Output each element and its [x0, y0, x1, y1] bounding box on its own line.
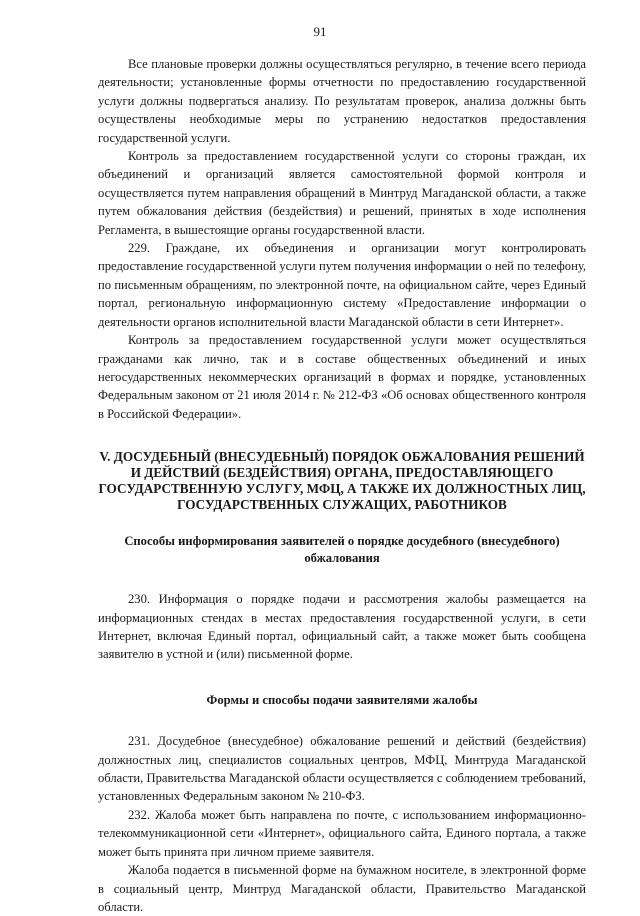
paragraph-inspections: Все плановые проверки должны осуществляться регулярно, в течение всего периода деятельности; установленные формы отчетности по предоставлению государственной услуги должны подвергаться анализу. По результатам проверок, анализа должны быть осуществлены необходимые меры по устранению недостатков предоставления государственной услуги. — [98, 57, 586, 145]
paragraph-citizen-control: Контроль за предоставлением государственной услуги со стороны граждан, их объединений и организаций является самостоятельной формой контроля и осуществляется путем направления обращений в Минтруд Магаданской области, а также путем обжалования действия (бездействия) и решений, принятых в ходе исполнения Регламента, в вышестоящие органы государственной власти. — [98, 149, 586, 237]
document-body — [98, 55, 586, 916]
paragraph-public-control: Контроль за предоставлением государственной услуги может осуществляться гражданами как лично, так и в составе общественных объединений и иных негосударственных некоммерческих организаций в формах и порядке, установленных Федеральным законом от 21 июля 2014 г. № 212-ФЗ «Об основах общественного контроля в Российской Федерации». — [98, 333, 586, 421]
section-v-heading: V. ДОСУДЕБНЫЙ (ВНЕСУДЕБНЫЙ) ПОРЯДОК ОБЖАЛОВАНИЯ РЕШЕНИЙ И ДЕЙСТВИЙ (БЕЗДЕЙСТВИЯ) ОРГАНА, ПРЕДОСТАВЛЯЮЩЕГО ГОСУДАРСТВЕННУЮ УСЛУГУ, МФЦ, А ТАКЖЕ ИХ ДОЛЖНОСТНЫХ ЛИЦ, ГОСУДАРСТВЕННЫХ СЛУЖАЩИХ, РАБОТНИКОВ — [98, 449, 586, 513]
subheading-forms: Формы и способы подачи заявителями жалобы — [206, 692, 478, 707]
paragraph-229: 229. Граждане, их объединения и организации могут контролировать предоставление государственной услуги путем получения информации о ней по телефону, по письменным обращениям, по электронной почте, на официальном сайте, через Единый портал, региональную информационную систему «Предоставление информации о деятельности органов исполнительной власти Магаданской области в сети Интернет». — [98, 241, 586, 329]
paragraph-231: 231. Досудебное (внесудебное) обжалование решений и действий (бездействия) должностных лиц, специалистов социальных центров, МФЦ, Минтруда Магаданской области, Правительства Магаданской области осуществляется с соблюдением требований, установленных Федеральным законом № 210-ФЗ. — [98, 734, 586, 804]
paragraph-complaint-form: Жалоба подается в письменной форме на бумажном носителе, в электронной форме в социальный центр, Минтруд Магаданской области, Правительство Магаданской области. — [98, 863, 586, 914]
paragraph-230: 230. Информация о порядке подачи и рассмотрения жалобы размещается на информационных стендах в местах предоставления государственной услуги, в сети Интернет, включая Единый портал, официальный сайт, а также может быть сообщена заявителю в устной и (или) письменной форме. — [98, 592, 586, 662]
paragraph-232: 232. Жалоба может быть направлена по почте, с использованием информационно-телекоммуникационной сети «Интернет», официального сайта, Единого портала, а также может быть принята при личном приеме заявителя. — [98, 807, 586, 859]
page-number: 91 — [313, 24, 327, 39]
subheading-informing: Способы информирования заявителей о порядке досудебного (внесудебного) обжалования — [124, 534, 560, 565]
